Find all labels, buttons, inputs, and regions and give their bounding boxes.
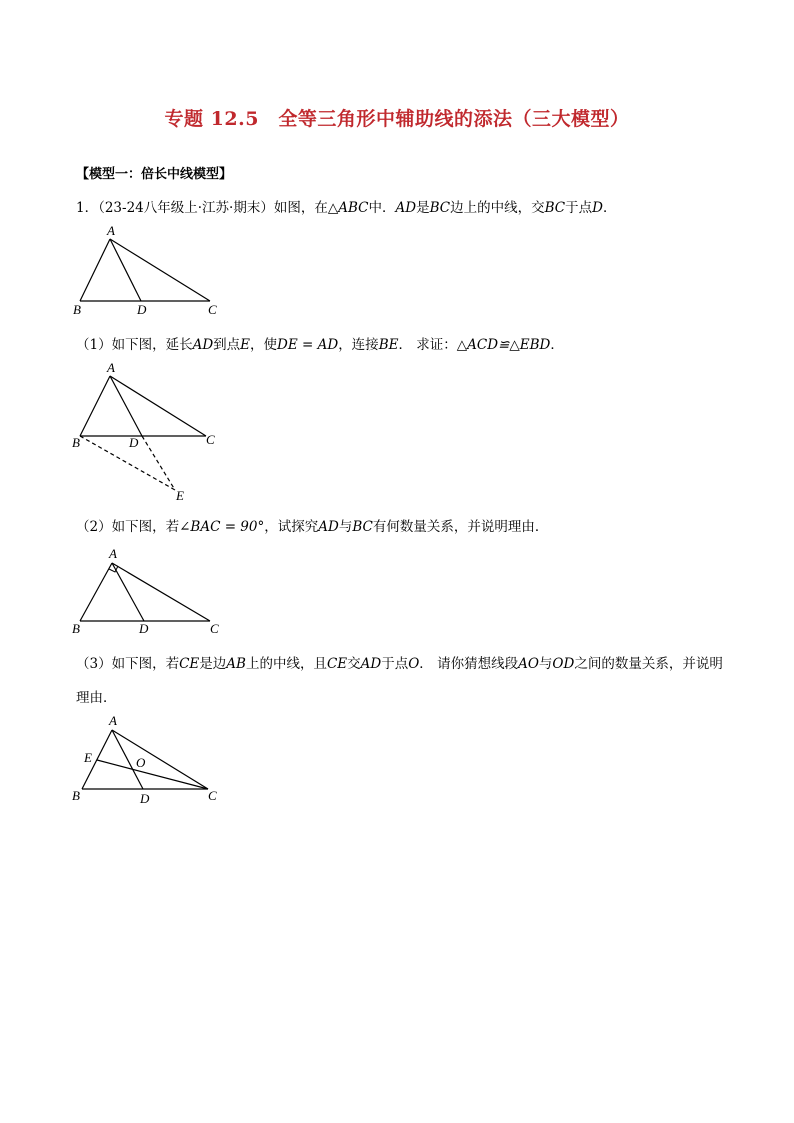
math-segment: OD [552,656,575,672]
stem-text: ． [602,200,617,216]
label-b: B [72,435,80,450]
part-text: 到点 [213,337,241,353]
figure-right-triangle [60,545,240,640]
segment-ac [112,563,210,621]
math-segment: BE [378,337,399,353]
math-triangle: △ABC [327,200,369,216]
question-number: 1． [76,200,99,216]
part-number: （1） [76,337,112,353]
label-d: D [140,791,150,806]
part-text: 是边 [199,656,227,672]
part-number: （3） [76,656,112,672]
segment-ab [80,563,112,621]
question-source: （23-24八年级上·江苏·期末） [98,200,274,216]
part-text: 与 [538,656,553,672]
label-a: A [109,713,117,728]
part-3-text [76,652,723,672]
figure-triangle-abc [60,225,240,320]
math-segment: AD [395,200,417,216]
part-text: 与 [338,519,353,535]
part-text: 交 [347,656,361,672]
label-e: E [176,488,184,503]
part-number: （2） [76,519,112,535]
part-text: 如下图，若 [111,519,180,535]
segment-ac [112,730,208,789]
segment-be-dashed [80,436,175,490]
math-equation: DE = AD [277,337,339,353]
label-b: B [72,621,80,636]
page-title: 专题 12.5 全等三角形中辅助线的添法（三大模型） [164,108,630,130]
math-segment: AD [192,337,214,353]
segment-de-dashed [142,436,175,490]
math-segment: AD [360,656,382,672]
label-c: C [208,302,217,317]
math-point: D [592,200,603,216]
math-segment: AD [318,519,339,535]
part-1-text [76,333,564,353]
math-segment: BC [429,200,451,216]
segment-ad [110,376,142,436]
math-segment: CE [326,656,348,672]
stem-text: 于点 [565,200,593,216]
part-2-text [76,515,548,535]
label-b: B [72,788,80,803]
math-point: E [240,337,251,353]
part-text: 如下图，若 [111,656,180,672]
segment-ab [80,376,110,436]
math-congruence: △ACD≌△EBD [456,337,551,353]
label-c: C [210,621,219,636]
label-a: A [107,360,115,375]
label-a: A [107,223,115,238]
figure-two-medians [60,712,240,807]
label-d: D [129,435,139,450]
segment-ac [110,376,206,436]
math-angle: ∠BAC = 90° [179,519,265,535]
part-text: ，试探究 [264,519,319,535]
question-1-stem [76,196,616,216]
math-segment: AO [518,656,539,672]
label-d: D [137,302,147,317]
label-d: D [139,621,149,636]
math-point: O [408,656,420,672]
part-text: ． [550,337,564,353]
label-e: E [84,750,92,765]
part-text: 上的中线，且 [245,656,327,672]
stem-text: 中． [368,200,396,216]
stem-text: 如图，在 [273,200,328,216]
part-text: 如下图，延长 [111,337,193,353]
part-3-text-continued: 理由． [76,690,117,706]
math-segment: CE [179,656,200,672]
part-text: ． 求证： [398,337,457,353]
segment-ce [97,760,208,789]
part-text: 有何数量关系，并说明理由． [372,519,549,535]
part-text: ． 请你猜想线段 [419,656,519,672]
label-o: O [136,755,146,770]
figure-extended-median [60,360,240,505]
label-c: C [208,788,217,803]
part-text: 于点 [381,656,409,672]
stem-text: 是 [416,200,430,216]
section-heading: 【模型一：倍长中线模型】 [76,167,233,182]
segment-ab [80,239,110,301]
math-segment: BC [352,519,373,535]
label-b: B [73,302,81,317]
part-text: 之间的数量关系，并说明 [574,656,723,672]
math-segment: BC [544,200,566,216]
segment-ad [112,563,144,621]
label-c: C [206,432,215,447]
math-segment: AB [226,656,246,672]
part-text: ，连接 [338,337,379,353]
stem-text: 边上的中线，交 [450,200,545,216]
part-text: ，使 [250,337,278,353]
label-a: A [109,546,117,561]
